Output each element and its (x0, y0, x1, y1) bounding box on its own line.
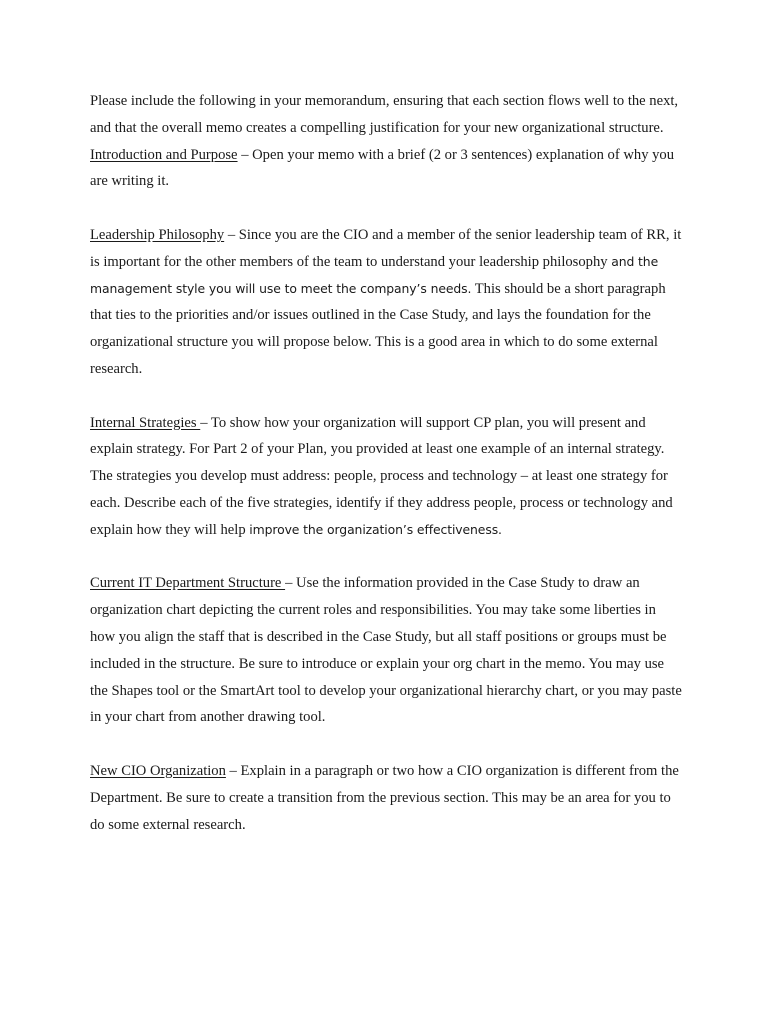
section-body: Since you are the CIO and a member of the senior leadership team of RR, it is important for the other members of the team to understand your leadership philosophy (90, 226, 682, 270)
paragraph-spacer (90, 195, 684, 222)
section-body-continued: This should be a short paragraph that ties to the priorities and/or issues outlined in the Case Study, and lays the foundation for the organizational structure you will propose below. This is a good area in which to do some external research. (90, 280, 666, 377)
section-body: Use the information provided in the Case Study to draw an organization chart depicting the current roles and responsibilities. You may take some liberties in how you align the staff that is described in the Case Study, but all staff positions or groups must be included in the structure. Be sure to introduce or explain your org chart in the memo. You may use the Shapes tool or the SmartArt tool to develop your organizational hierarchy chart, or you may paste in your chart from another drawing tool. (90, 575, 682, 726)
section-body: Open your memo with a brief (2 or 3 sentences) explanation of why you are writing it. (90, 146, 675, 190)
section-dash: – (225, 762, 241, 779)
intro-paragraph (90, 88, 684, 142)
memo-instructions (90, 88, 684, 838)
intro-text: Please include the following in your memorandum, ensuring that each section flows well to the next, and that the overall memo creates a compelling justification for your new organizational structure. (90, 93, 679, 136)
section-body-sans: and the management style you will use to meet the company’s needs. (90, 253, 659, 296)
section-body-sans: improve the organization’s effectiveness. (249, 521, 502, 537)
section-introduction-purpose (90, 142, 684, 196)
section-current-it-structure (90, 570, 684, 731)
section-dash: – (285, 575, 297, 592)
paragraph-spacer (90, 383, 684, 410)
section-body: To show how your organization will support CP plan, you will present and explain strategy. For Part 2 of your Plan, you provided at least one example of an internal strategy. The strategies you develop must address: people, process and technology – at least one strategy for each. Describe each of the five strategies, identify if they address people, process or technology and explain how they will help (90, 414, 673, 538)
section-heading: Leadership Philosophy (90, 226, 225, 243)
section-dash: – (224, 226, 239, 243)
section-dash: – (237, 146, 253, 163)
paragraph-spacer (90, 731, 684, 758)
section-internal-strategies (90, 410, 684, 544)
section-dash: – (200, 414, 211, 431)
section-heading: Internal Strategies (90, 414, 201, 431)
section-heading: Current IT Department Structure (90, 575, 286, 592)
section-new-cio-organization (90, 758, 684, 838)
section-body: Explain in a paragraph or two how a CIO organization is different from the Department. Be sure to create a transition from the previous section. This may be an area for you to do some external research. (90, 762, 679, 833)
section-leadership-philosophy (90, 222, 684, 383)
section-heading: Introduction and Purpose (90, 146, 238, 163)
paragraph-spacer (90, 544, 684, 571)
section-heading: New CIO Organization (90, 762, 226, 779)
